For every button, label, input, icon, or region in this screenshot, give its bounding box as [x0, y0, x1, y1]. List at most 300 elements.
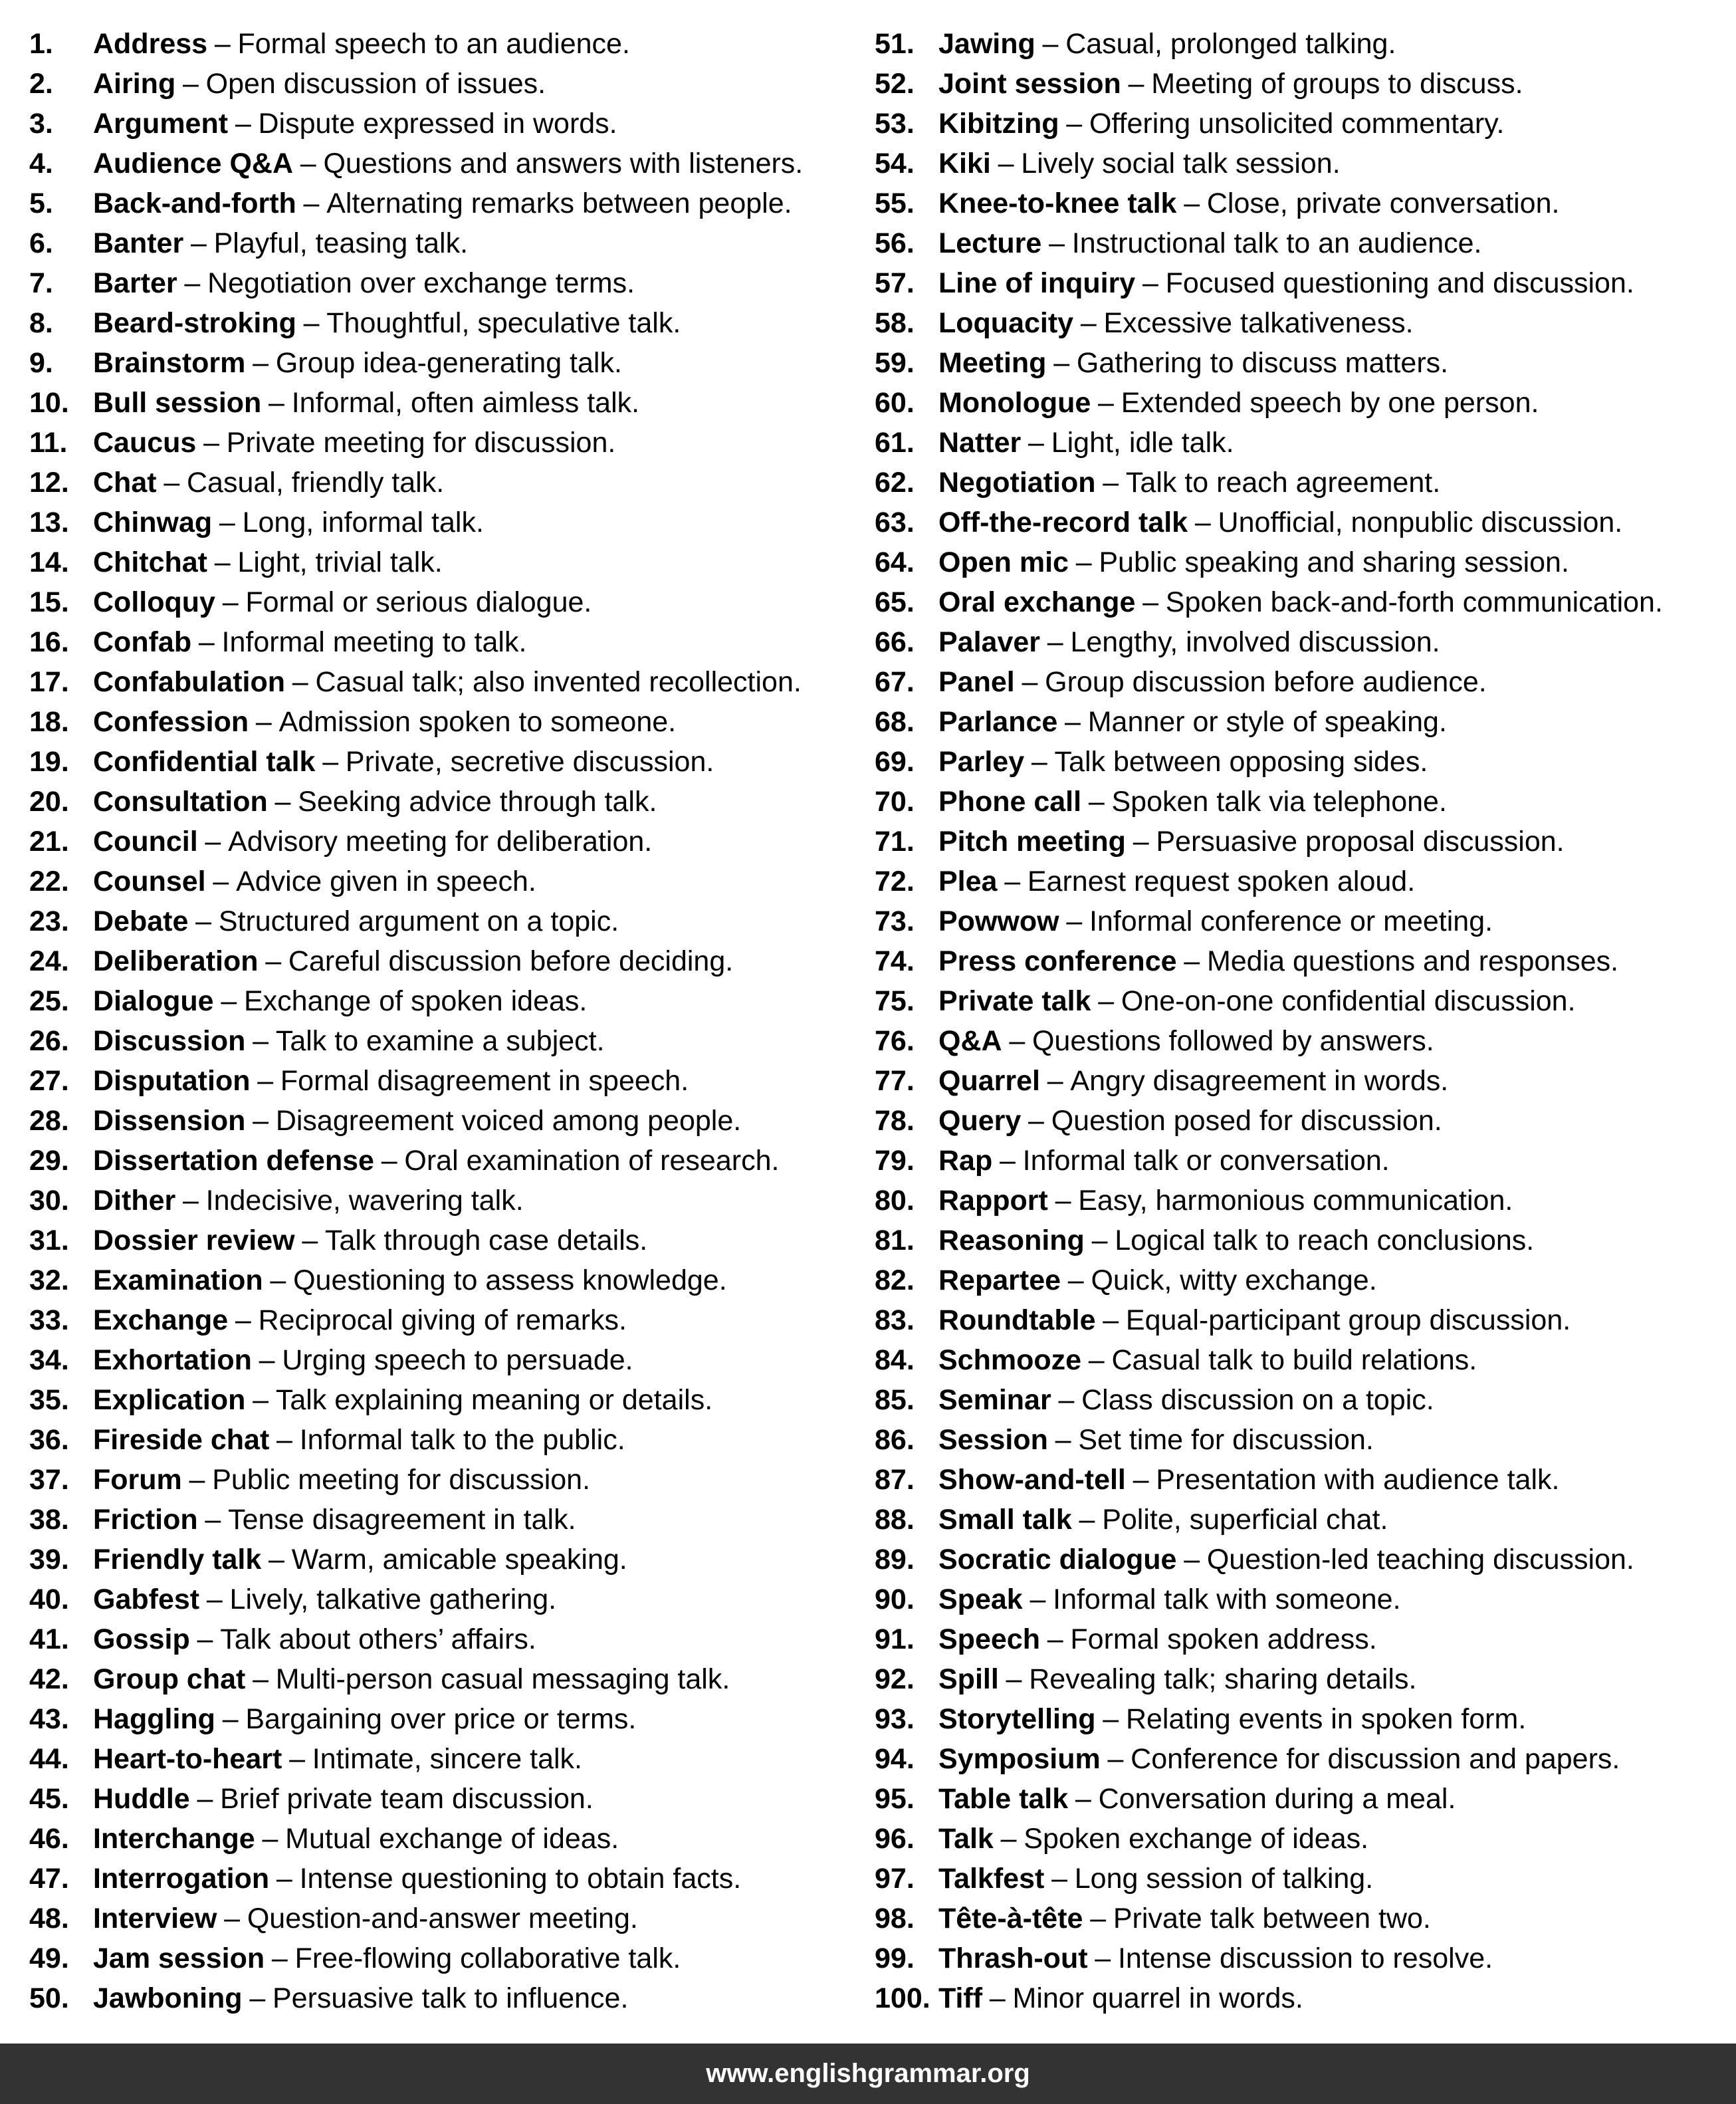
entry-separator: –	[1107, 1743, 1124, 1775]
entry-term: Deliberation	[93, 945, 259, 977]
entry-term: Repartee	[938, 1264, 1061, 1296]
entry-number: 9.	[29, 347, 53, 379]
entry-number: 64.	[875, 546, 915, 578]
entry-term: Monologue	[938, 387, 1091, 419]
entry-number: 43.	[29, 1703, 69, 1735]
entry-term: Confab	[93, 626, 192, 658]
entry-term: Interrogation	[93, 1863, 270, 1895]
entry-definition: Formal or serious dialogue.	[245, 586, 592, 618]
entry-definition: Revealing talk; sharing details.	[1029, 1663, 1417, 1695]
entry-separator: –	[197, 1623, 213, 1655]
entry-number: 84.	[875, 1344, 915, 1376]
entry-number: 32.	[29, 1264, 69, 1296]
entry-number: 34.	[29, 1344, 69, 1376]
entry-number: 60.	[875, 387, 915, 419]
entry-definition: Casual talk; also invented recollection.	[315, 666, 802, 698]
entry-separator: –	[1103, 467, 1119, 499]
entry-definition: Indecisive, wavering talk.	[205, 1185, 524, 1217]
entry-definition: Intense discussion to resolve.	[1117, 1942, 1493, 1974]
list-item	[875, 1619, 1732, 1659]
entry-number: 29.	[29, 1145, 69, 1177]
entry-term: Argument	[93, 108, 229, 140]
entry-number: 90.	[875, 1583, 915, 1615]
entry-definition: Tense disagreement in talk.	[228, 1504, 576, 1536]
entry-separator: –	[1194, 507, 1211, 538]
entry-definition: Disagreement voiced among people.	[275, 1105, 742, 1137]
entry-definition: Group idea-generating talk.	[275, 347, 622, 379]
entry-term: Back-and-forth	[93, 187, 296, 219]
entry-definition: Close, private conversation.	[1206, 187, 1560, 219]
entry-number: 95.	[875, 1783, 915, 1815]
entry-number: 67.	[875, 666, 915, 698]
entry-number: 5.	[29, 187, 53, 219]
entry-number: 14.	[29, 546, 69, 578]
entry-number: 77.	[875, 1065, 915, 1097]
entry-number: 17.	[29, 666, 69, 698]
entry-number: 62.	[875, 467, 915, 499]
entry-definition: Minor quarrel in words.	[1012, 1982, 1303, 2014]
list-item	[875, 1978, 1732, 2018]
list-item	[29, 1540, 860, 1579]
entry-term: Jam session	[93, 1942, 265, 1974]
entry-separator: –	[253, 1384, 269, 1416]
entry-separator: –	[381, 1145, 397, 1177]
entry-term: Counsel	[93, 866, 206, 897]
entry-separator: –	[1066, 108, 1083, 140]
entry-separator: –	[253, 1105, 269, 1137]
entry-separator: –	[998, 148, 1014, 179]
entry-definition: Questions followed by answers.	[1031, 1025, 1434, 1057]
entry-number: 88.	[875, 1504, 915, 1536]
entry-number: 73.	[875, 905, 915, 937]
entry-term: Huddle	[93, 1783, 190, 1815]
entry-term: Spill	[938, 1663, 999, 1695]
entry-term: Address	[93, 28, 208, 60]
entry-definition: Question-led teaching discussion.	[1206, 1544, 1634, 1576]
list-item	[29, 1579, 860, 1619]
entry-number: 85.	[875, 1384, 915, 1416]
list-item	[875, 862, 1732, 901]
entry-number: 72.	[875, 866, 915, 897]
entry-term: Talk	[938, 1823, 994, 1855]
list-item	[29, 1420, 860, 1460]
entry-separator: –	[1075, 546, 1092, 578]
entry-separator: –	[224, 1903, 241, 1934]
list-item	[875, 1859, 1732, 1899]
list-item	[875, 1659, 1732, 1699]
list-item	[875, 782, 1732, 822]
list-item	[29, 1899, 860, 1938]
list-item	[29, 24, 860, 64]
entry-term: Rapport	[938, 1185, 1048, 1217]
list-item	[875, 423, 1732, 463]
entry-separator: –	[1049, 227, 1065, 259]
entry-term: Open mic	[938, 546, 1069, 578]
entry-separator: –	[182, 68, 199, 100]
list-item	[29, 383, 860, 423]
entry-term: Interview	[93, 1903, 217, 1934]
entry-separator: –	[276, 1863, 292, 1895]
entry-separator: –	[1055, 1424, 1071, 1456]
entry-definition: Playful, teasing talk.	[213, 227, 469, 259]
list-item	[875, 1340, 1732, 1380]
entry-definition: Public meeting for discussion.	[212, 1464, 591, 1496]
entry-definition: Mutual exchange of ideas.	[285, 1823, 619, 1855]
list-item	[875, 263, 1732, 303]
entry-number: 16.	[29, 626, 69, 658]
entry-separator: –	[182, 1185, 199, 1217]
entry-definition: Media questions and responses.	[1206, 945, 1619, 977]
entry-number: 99.	[875, 1942, 915, 1974]
entry-term: Query	[938, 1105, 1022, 1137]
entry-definition: Careful discussion before deciding.	[288, 945, 734, 977]
entry-definition: Informal, often aimless talk.	[291, 387, 640, 419]
list-item	[875, 223, 1732, 263]
entry-definition: Intimate, sincere talk.	[312, 1743, 583, 1775]
entry-definition: Questioning to assess knowledge.	[293, 1264, 727, 1296]
entry-separator: –	[1184, 1544, 1200, 1576]
entry-definition: Casual talk to build relations.	[1111, 1344, 1477, 1376]
entry-separator: –	[1184, 945, 1200, 977]
entry-definition: Casual, friendly talk.	[186, 467, 445, 499]
entry-number: 19.	[29, 746, 69, 778]
entry-definition: Spoken back-and-forth communication.	[1165, 586, 1663, 618]
list-item	[29, 303, 860, 343]
list-item	[29, 822, 860, 862]
list-item	[875, 64, 1732, 104]
entry-number: 54.	[875, 148, 915, 179]
entry-term: Rap	[938, 1145, 993, 1177]
entry-number: 27.	[29, 1065, 69, 1097]
list-item	[29, 1181, 860, 1221]
list-item	[29, 1340, 860, 1380]
entry-number: 50.	[29, 1982, 69, 2014]
entry-separator: –	[274, 786, 291, 818]
list-item	[875, 542, 1732, 582]
entry-definition: Multi-person casual messaging talk.	[275, 1663, 730, 1695]
word-list-right-column	[875, 24, 1732, 2018]
list-item	[875, 1420, 1732, 1460]
entry-number: 75.	[875, 985, 915, 1017]
entry-definition: Conversation during a meal.	[1098, 1783, 1456, 1815]
entry-separator: –	[213, 866, 229, 897]
entry-term: Natter	[938, 427, 1022, 459]
entry-number: 42.	[29, 1663, 69, 1695]
footer-website-text: www.englishgrammar.org	[706, 2059, 1030, 2088]
entry-definition: Dispute expressed in words.	[258, 108, 617, 140]
entry-term: Friction	[93, 1504, 198, 1536]
entry-separator: –	[322, 746, 339, 778]
entry-separator: –	[1075, 1783, 1091, 1815]
entry-separator: –	[255, 706, 272, 738]
entry-definition: Seeking advice through talk.	[298, 786, 657, 818]
entry-definition: Talk through case details.	[324, 1225, 648, 1256]
entry-separator: –	[1095, 1942, 1111, 1974]
entry-number: 28.	[29, 1105, 69, 1137]
entry-separator: –	[1053, 347, 1070, 379]
entry-definition: Talk explaining meaning or details.	[275, 1384, 713, 1416]
entry-term: Negotiation	[938, 467, 1096, 499]
list-item	[29, 1619, 860, 1659]
entry-number: 7.	[29, 267, 53, 299]
list-item	[29, 503, 860, 542]
entry-term: Schmooze	[938, 1344, 1082, 1376]
list-item	[875, 1101, 1732, 1141]
entry-definition: Admission spoken to someone.	[278, 706, 677, 738]
list-item	[29, 1380, 860, 1420]
list-item	[29, 263, 860, 303]
entry-definition: Unofficial, nonpublic discussion.	[1218, 507, 1623, 538]
entry-term: Explication	[93, 1384, 246, 1416]
entry-definition: Exchange of spoken ideas.	[244, 985, 588, 1017]
entry-term: Speak	[938, 1583, 1023, 1615]
entry-number: 52.	[875, 68, 915, 100]
entry-term: Oral exchange	[938, 586, 1136, 618]
entry-number: 15.	[29, 586, 69, 618]
entry-number: 8.	[29, 307, 53, 339]
entry-definition: Earnest request spoken aloud.	[1027, 866, 1416, 897]
entry-definition: Private meeting for discussion.	[226, 427, 616, 459]
entry-term: Meeting	[938, 347, 1047, 379]
list-item	[875, 1021, 1732, 1061]
list-item	[29, 183, 860, 223]
entry-term: Powwow	[938, 905, 1059, 937]
entry-definition: Thoughtful, speculative talk.	[326, 307, 681, 339]
list-item	[875, 981, 1732, 1021]
entry-definition: Offering unsolicited commentary.	[1089, 108, 1505, 140]
entry-separator: –	[1065, 706, 1081, 738]
list-item	[29, 463, 860, 503]
entry-number: 25.	[29, 985, 69, 1017]
entry-term: Thrash-out	[938, 1942, 1088, 1974]
list-item	[29, 862, 860, 901]
entry-definition: Urging speech to persuade.	[282, 1344, 633, 1376]
entry-term: Confabulation	[93, 666, 286, 698]
list-item	[875, 303, 1732, 343]
entry-definition: Light, trivial talk.	[237, 546, 443, 578]
entry-term: Roundtable	[938, 1304, 1096, 1336]
entry-definition: Relating events in spoken form.	[1125, 1703, 1527, 1735]
entry-separator: –	[190, 227, 207, 259]
list-item	[875, 1779, 1732, 1819]
entry-number: 100.	[875, 1982, 930, 2014]
entry-number: 2.	[29, 68, 53, 100]
entry-number: 96.	[875, 1823, 915, 1855]
entry-separator: –	[1103, 1304, 1119, 1336]
entry-number: 93.	[875, 1703, 915, 1735]
list-item	[29, 1101, 860, 1141]
entry-definition: Easy, harmonious communication.	[1078, 1185, 1513, 1217]
list-item	[29, 981, 860, 1021]
entry-separator: –	[1042, 28, 1059, 60]
entry-separator: –	[1058, 1384, 1075, 1416]
entry-term: Tiff	[938, 1982, 983, 2014]
entry-separator: –	[292, 666, 308, 698]
entry-definition: Long session of talking.	[1074, 1863, 1374, 1895]
list-item	[29, 1300, 860, 1340]
list-item	[29, 1021, 860, 1061]
entry-separator: –	[203, 427, 220, 459]
entry-term: Chinwag	[93, 507, 213, 538]
entry-definition: Long, informal talk.	[242, 507, 484, 538]
entry-definition: Alternating remarks between people.	[326, 187, 792, 219]
entry-term: Dither	[93, 1185, 176, 1217]
list-item	[29, 1859, 860, 1899]
list-item	[875, 1699, 1732, 1739]
list-item	[29, 144, 860, 183]
entry-term: Banter	[93, 227, 184, 259]
list-item	[29, 662, 860, 702]
list-item	[29, 64, 860, 104]
entry-separator: –	[1088, 1344, 1105, 1376]
entry-number: 1.	[29, 28, 53, 60]
entry-separator: –	[1103, 1703, 1119, 1735]
entry-term: Exhortation	[93, 1344, 252, 1376]
list-item	[875, 1540, 1732, 1579]
entry-separator: –	[1098, 387, 1114, 419]
entry-term: Table talk	[938, 1783, 1069, 1815]
entry-separator: –	[1091, 1225, 1108, 1256]
entry-term: Quarrel	[938, 1065, 1040, 1097]
entry-number: 91.	[875, 1623, 915, 1655]
list-item	[875, 702, 1732, 742]
entry-separator: –	[1067, 1264, 1084, 1296]
entry-number: 83.	[875, 1304, 915, 1336]
list-item	[875, 1460, 1732, 1500]
entry-separator: –	[1055, 1185, 1071, 1217]
entry-term: Line of inquiry	[938, 267, 1136, 299]
entry-separator: –	[206, 1583, 223, 1615]
list-item	[875, 822, 1732, 862]
entry-number: 56.	[875, 227, 915, 259]
entry-term: Symposium	[938, 1743, 1101, 1775]
entry-term: Storytelling	[938, 1703, 1096, 1735]
entry-separator: –	[249, 1982, 266, 2014]
list-item	[875, 1739, 1732, 1779]
list-item	[875, 1221, 1732, 1260]
list-item	[875, 463, 1732, 503]
list-item	[875, 383, 1732, 423]
entry-term: Kibitzing	[938, 108, 1059, 140]
entry-term: Confession	[93, 706, 249, 738]
entry-number: 39.	[29, 1544, 69, 1576]
entry-separator: –	[214, 28, 231, 60]
entry-term: Speech	[938, 1623, 1040, 1655]
entry-separator: –	[1031, 746, 1047, 778]
list-item	[29, 1460, 860, 1500]
entry-term: Haggling	[93, 1703, 215, 1735]
entry-term: Gabfest	[93, 1583, 200, 1615]
entry-separator: –	[1142, 267, 1158, 299]
entry-definition: Persuasive talk to influence.	[272, 1982, 629, 2014]
entry-separator: –	[1142, 586, 1159, 618]
entry-definition: Advisory meeting for deliberation.	[228, 826, 653, 858]
entry-definition: Brief private team discussion.	[220, 1783, 594, 1815]
entry-definition: Presentation with audience talk.	[1156, 1464, 1560, 1496]
list-item	[875, 941, 1732, 981]
entry-separator: –	[999, 1145, 1016, 1177]
entry-number: 49.	[29, 1942, 69, 1974]
entry-definition: Lively social talk session.	[1021, 148, 1341, 179]
entry-separator: –	[253, 1025, 269, 1057]
entry-separator: –	[253, 347, 269, 379]
entry-number: 51.	[875, 28, 915, 60]
list-item	[875, 1380, 1732, 1420]
entry-definition: Talk to examine a subject.	[275, 1025, 605, 1057]
entry-separator: –	[1128, 68, 1144, 100]
entry-separator: –	[1090, 1903, 1107, 1934]
entry-term: Phone call	[938, 786, 1082, 818]
entry-definition: Set time for discussion.	[1078, 1424, 1374, 1456]
entry-term: Heart-to-heart	[93, 1743, 282, 1775]
entry-term: Q&A	[938, 1025, 1002, 1057]
entry-term: Talkfest	[938, 1863, 1045, 1895]
entry-separator: –	[289, 1743, 305, 1775]
entry-term: Discussion	[93, 1025, 246, 1057]
entry-separator: –	[205, 826, 221, 858]
entry-separator: –	[257, 1065, 274, 1097]
entry-number: 59.	[875, 347, 915, 379]
entry-separator: –	[1080, 307, 1097, 339]
entry-definition: Conference for discussion and papers.	[1131, 1743, 1620, 1775]
entry-separator: –	[303, 187, 320, 219]
entry-number: 70.	[875, 786, 915, 818]
entry-definition: Talk to reach agreement.	[1125, 467, 1441, 499]
entry-term: Disputation	[93, 1065, 251, 1097]
entry-number: 6.	[29, 227, 53, 259]
entry-number: 11.	[29, 427, 68, 459]
word-list-left-column	[29, 24, 860, 2018]
entry-term: Forum	[93, 1464, 182, 1496]
entry-separator: –	[302, 1225, 318, 1256]
entry-separator: –	[1051, 1863, 1067, 1895]
entry-definition: Talk about others’ affairs.	[220, 1623, 536, 1655]
entry-number: 36.	[29, 1424, 69, 1456]
entry-number: 66.	[875, 626, 915, 658]
entry-term: Dissertation defense	[93, 1145, 374, 1177]
list-item	[875, 1181, 1732, 1221]
entry-definition: Informal talk to the public.	[299, 1424, 625, 1456]
entry-definition: Reciprocal giving of remarks.	[258, 1304, 627, 1336]
entry-number: 12.	[29, 467, 69, 499]
entry-term: Parley	[938, 746, 1025, 778]
list-item	[29, 1500, 860, 1540]
entry-number: 97.	[875, 1863, 915, 1895]
entry-term: Debate	[93, 905, 189, 937]
entry-term: Reasoning	[938, 1225, 1085, 1256]
list-item	[875, 1061, 1732, 1101]
entry-term: Chat	[93, 467, 157, 499]
list-item	[875, 24, 1732, 64]
entry-number: 82.	[875, 1264, 915, 1296]
entry-definition: Lengthy, involved discussion.	[1070, 626, 1440, 658]
entry-term: Gossip	[93, 1623, 190, 1655]
entry-term: Press conference	[938, 945, 1177, 977]
entry-definition: Gathering to discuss matters.	[1076, 347, 1449, 379]
list-item	[29, 1699, 860, 1739]
entry-definition: Spoken exchange of ideas.	[1024, 1823, 1369, 1855]
entry-term: Chitchat	[93, 546, 207, 578]
entry-definition: Lively, talkative gathering.	[229, 1583, 557, 1615]
list-item	[875, 144, 1732, 183]
entry-definition: Informal talk with someone.	[1053, 1583, 1401, 1615]
list-item	[29, 1938, 860, 1978]
entry-number: 47.	[29, 1863, 69, 1895]
entry-number: 71.	[875, 826, 915, 858]
entry-definition: Private talk between two.	[1113, 1903, 1431, 1934]
entry-separator: –	[222, 586, 239, 618]
entry-separator: –	[303, 307, 320, 339]
